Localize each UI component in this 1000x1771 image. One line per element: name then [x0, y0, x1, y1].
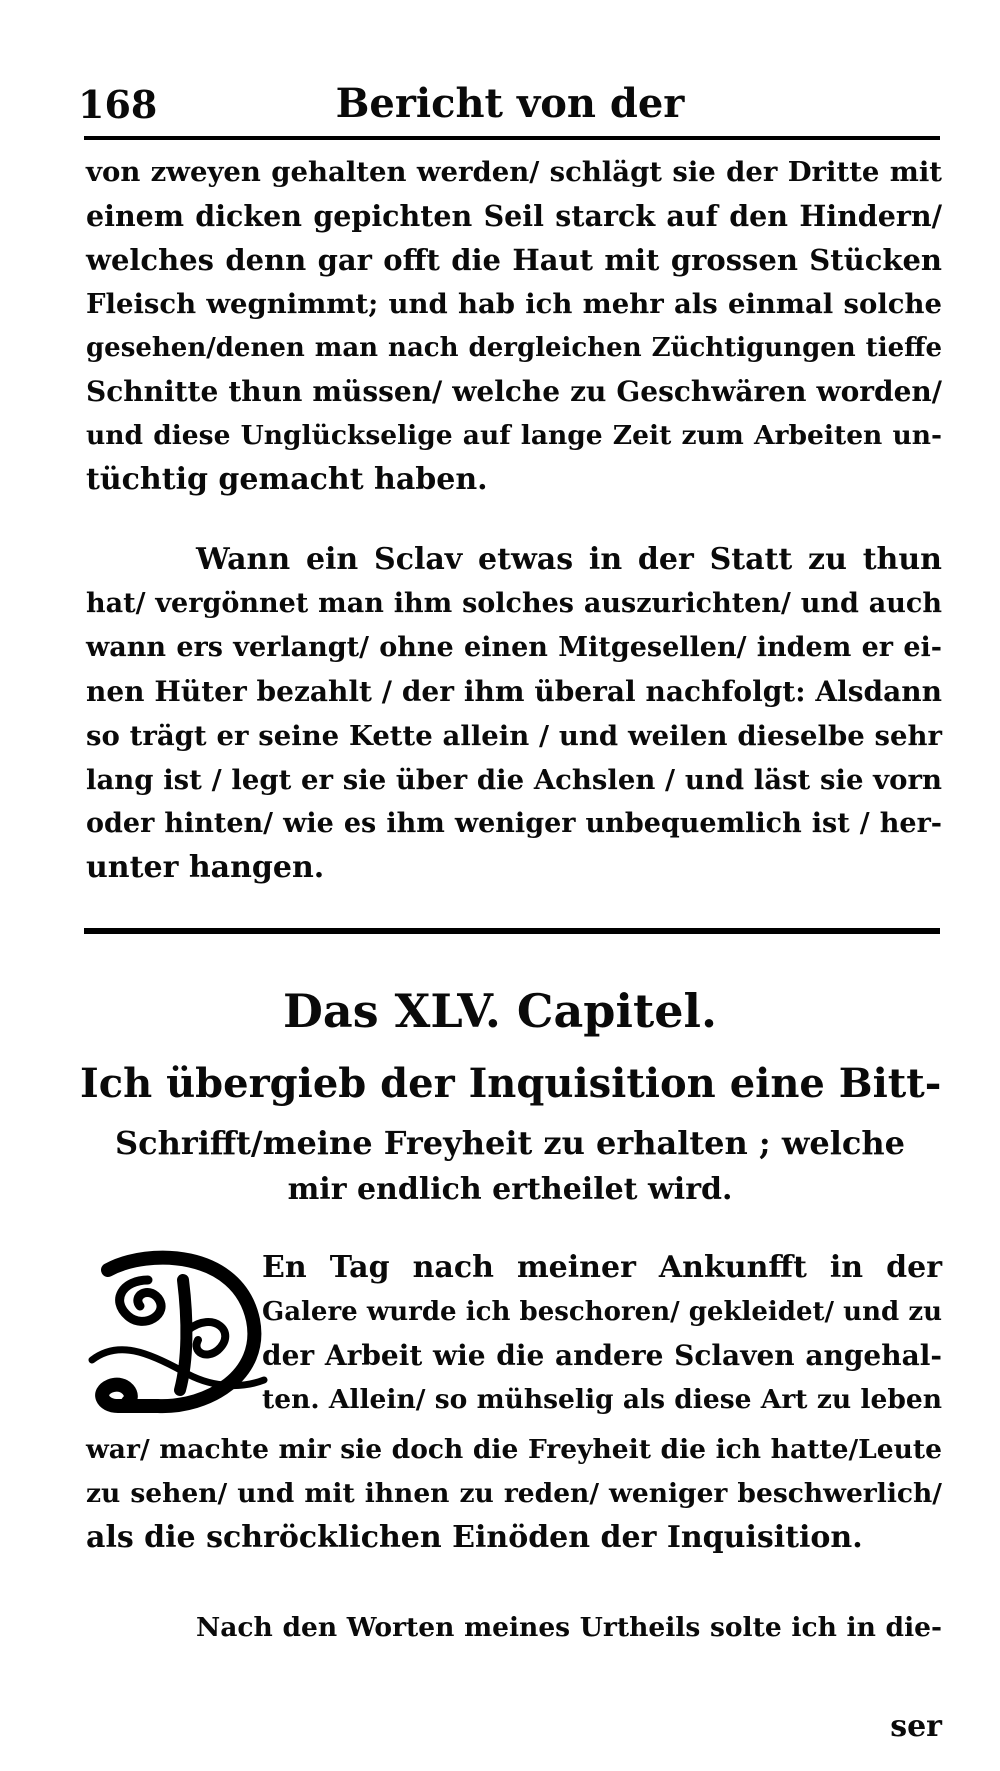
text-line: gesehen/denen man nach dergleichen Züchtigungen tieffe — [86, 333, 942, 363]
paragraph-3 — [86, 1428, 942, 1560]
text-line: nen Hüter bezahlt / der ihm überal nachfolgt: Alsdann — [86, 675, 942, 708]
text-line: als die schröcklichen Einöden der Inquisition. — [86, 1520, 863, 1555]
text-line: von zweyen gehalten werden/ schlägt sie der Dritte mit — [86, 156, 942, 188]
text-line: Nach den Worten meines Urtheils solte ich in die- — [196, 1612, 942, 1643]
text-line: lang ist / legt er sie über die Achslen / und läst sie vorn — [86, 764, 942, 796]
paragraph-2 — [86, 538, 942, 890]
ornamental-initial-d — [88, 1240, 268, 1416]
text-line: der Arbeit wie die andere Sclaven angehal- — [262, 1339, 942, 1372]
paragraph-4 — [86, 1606, 942, 1650]
text-line: Fleisch wegnimmt; und hab ich mehr als einmal solche — [86, 288, 942, 320]
chapter-title-line: Ich übergieb der Inquisition eine Bitt- — [80, 1060, 942, 1107]
text-line: En Tag nach meiner Ankunfft in der — [262, 1250, 942, 1285]
text-line: Schnitte thun müssen/ welche zu Geschwären worden/ — [86, 375, 942, 408]
paragraph-1 — [86, 150, 942, 502]
page-number: 168 — [78, 82, 158, 127]
text-line: und diese Unglückselige auf lange Zeit zum Arbeiten un- — [86, 420, 942, 451]
text-line: oder hinten/ wie es ihm weniger unbequemlich ist / her- — [86, 808, 942, 839]
text-line: einem dicken gepichten Seil starck auf den Hindern/ — [86, 199, 942, 233]
text-line: war/ machte mir sie doch die Freyheit die ich hatte/Leute — [86, 1434, 942, 1465]
text-line: Wann ein Sclav etwas in der Statt zu thun — [196, 542, 942, 577]
text-line: tüchtig gemacht haben. — [86, 462, 488, 497]
header-rule — [84, 136, 940, 140]
text-line: Galere wurde ich beschoren/ gekleidet/ und zu — [262, 1297, 942, 1327]
text-line: wann ers verlangt/ ohne einen Mitgesellen/ indem er ei- — [86, 632, 942, 663]
text-line: welches denn gar offt die Haut mit grossen Stücken — [86, 243, 942, 277]
catchword: ser — [890, 1709, 942, 1744]
running-head: Bericht von der — [335, 80, 685, 127]
svg-text:D: D — [88, 1240, 89, 1241]
chapter-title-line: mir endlich ertheilet wird. — [287, 1172, 733, 1207]
text-line: zu sehen/ und mit ihnen zu reden/ weniger beschwerlich/ — [86, 1478, 942, 1509]
section-divider — [84, 928, 940, 934]
text-line: unter hangen. — [86, 850, 325, 885]
drop-initial — [88, 1240, 268, 1416]
text-line: hat/ vergönnet man ihm solches auszurichten/ und auch — [86, 588, 942, 619]
text-line: so trägt er seine Kette allein / und weilen dieselbe sehr — [86, 720, 942, 752]
chapter-heading: Das XLV. Capitel. — [283, 984, 717, 1038]
paragraph-3-opening — [262, 1246, 942, 1422]
text-line: ten. Allein/ so mühselig als diese Art zu leben — [262, 1384, 942, 1415]
chapter-title-line: Schrifft/meine Freyheit zu erhalten ; welche — [114, 1124, 906, 1162]
